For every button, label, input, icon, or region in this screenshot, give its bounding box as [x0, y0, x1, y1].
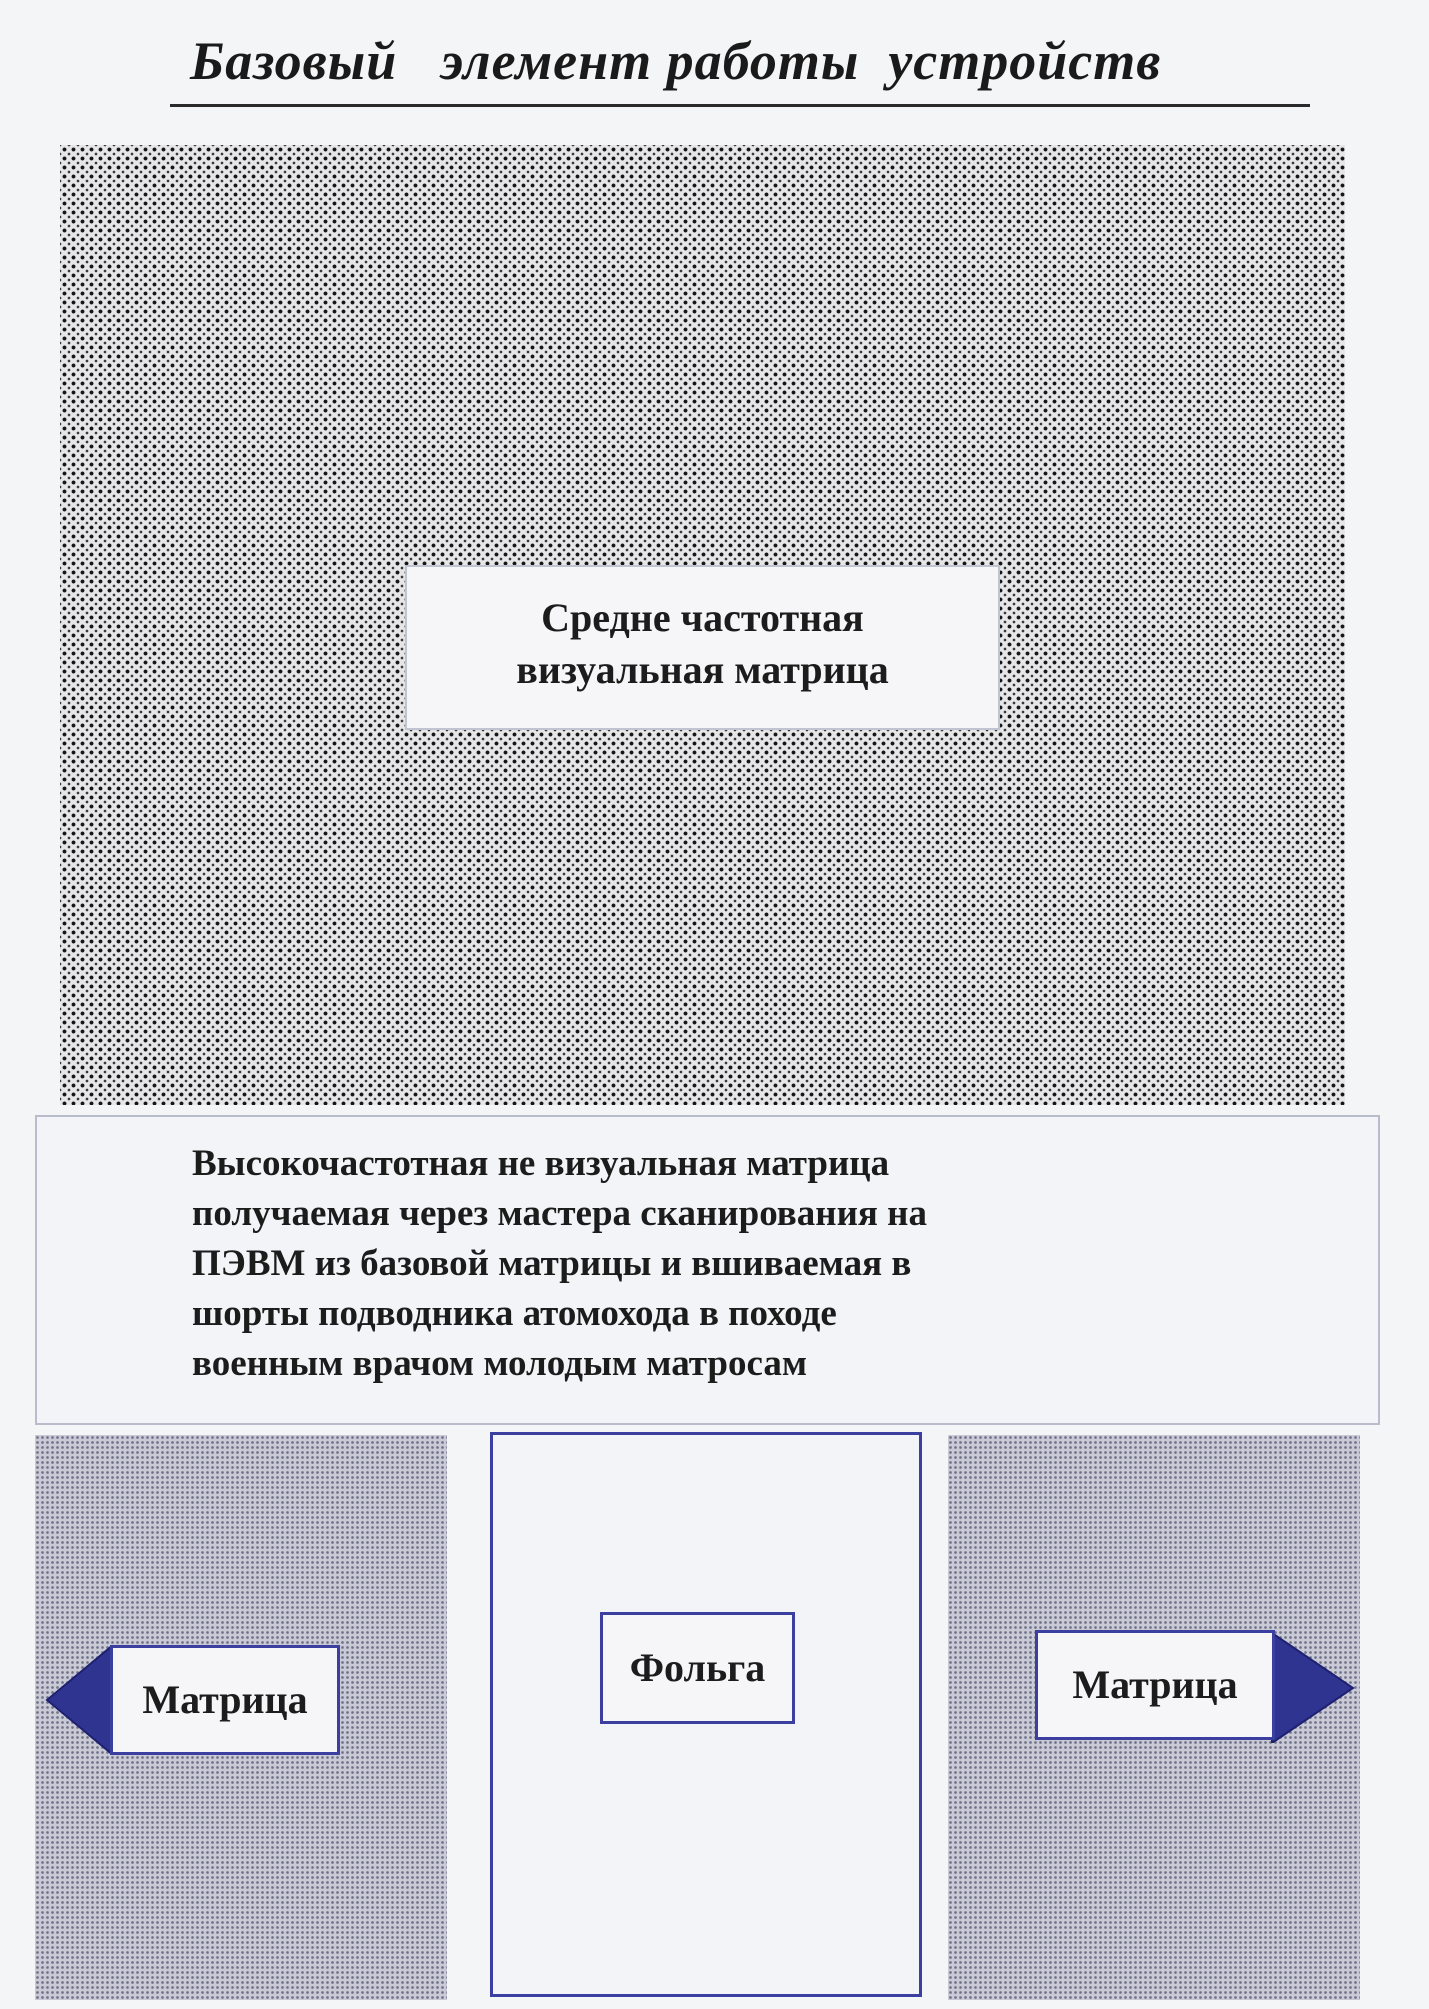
page-title: Базовый элемент работы устройств	[190, 31, 1162, 91]
mid-frequency-label-line: визуальная матрица	[516, 647, 889, 692]
title-underline	[170, 104, 1310, 107]
high-frequency-note-text	[192, 1139, 1192, 1389]
mid-frequency-label	[405, 565, 1000, 730]
note-line: Высокочастотная не визуальная матрица	[192, 1143, 890, 1184]
note-line: военным врачом молодым матросам	[192, 1343, 808, 1384]
left-matrix-label: Матрица	[110, 1645, 340, 1755]
note-line: шорты подводника атомохода в походе	[192, 1293, 837, 1334]
arrow-right-icon	[1270, 1633, 1355, 1743]
foil-label: Фольга	[600, 1612, 795, 1724]
mid-frequency-label-line: Средне частотная	[541, 595, 864, 640]
note-line: ПЭВМ из базовой матрицы и вшиваемая в	[192, 1243, 912, 1284]
high-frequency-note-box	[35, 1115, 1380, 1425]
note-line: получаемая через мастера сканирования на	[192, 1193, 927, 1234]
arrow-left-icon	[45, 1645, 115, 1755]
right-matrix-label: Матрица	[1035, 1630, 1275, 1740]
